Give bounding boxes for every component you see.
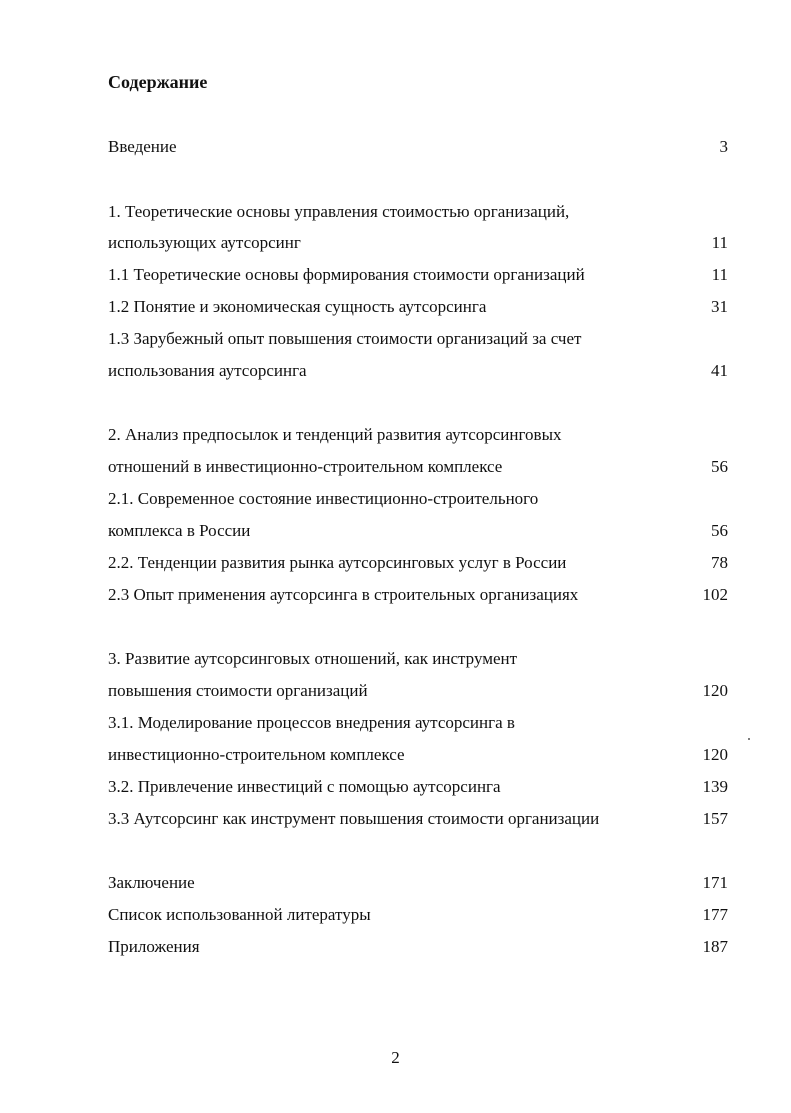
toc-entry-text: 1.1 Теоретические основы формирования стоимости организаций <box>108 265 585 284</box>
toc-entry <box>108 775 728 799</box>
toc-entry-text: комплекса в России <box>108 521 251 540</box>
toc-entry-text: 3. Развитие аутсорсинговых отношений, как инструмент <box>108 649 518 668</box>
scan-speck <box>748 738 750 740</box>
toc-entry <box>108 551 728 575</box>
toc-entry-text: 2.1. Современное состояние инвестиционно-строительного <box>108 489 539 508</box>
toc-entry-text: Введение <box>108 137 177 156</box>
toc-entry <box>108 200 728 224</box>
toc-entry <box>108 135 728 159</box>
toc-entry-text: инвестиционно-строительном комплексе <box>108 745 405 764</box>
toc-entry-text: отношений в инвестиционно-строительном комплексе <box>108 457 503 476</box>
toc-entry-page: 177 <box>702 905 728 924</box>
toc-entry <box>108 679 728 703</box>
toc-entry-page: 139 <box>702 777 728 796</box>
toc-entry <box>108 807 728 831</box>
toc-entry-text: Заключение <box>108 873 195 892</box>
toc-entry-text: Список использованной литературы <box>108 905 371 924</box>
toc-entry-text: 1.2 Понятие и экономическая сущность аутсорсинга <box>108 297 487 316</box>
toc-entry <box>108 295 728 319</box>
toc-entry-text: 2.2. Тенденции развития рынка аутсорсинговых услуг в России <box>108 553 567 572</box>
toc-entry <box>108 935 728 959</box>
toc-entry <box>108 871 728 895</box>
page-number: 2 <box>391 1048 400 1067</box>
toc-entry <box>108 519 728 543</box>
toc-entry <box>108 487 728 511</box>
toc-entry-text: 2.3 Опыт применения аутсорсинга в строительных организациях <box>108 585 579 604</box>
toc-entry-text: 3.1. Моделирование процессов внедрения аутсорсинга в <box>108 713 515 732</box>
toc-entry <box>108 231 728 255</box>
toc-entry <box>108 423 728 447</box>
toc-entry <box>108 327 728 351</box>
toc-entry <box>108 263 728 287</box>
toc-entry-page: 157 <box>702 809 728 828</box>
toc-entry-text: 1. Теоретические основы управления стоимостью организаций, <box>108 202 570 221</box>
toc-entry <box>108 647 728 671</box>
toc-entry-page: 120 <box>702 681 728 700</box>
toc-entry <box>108 455 728 479</box>
toc-entry-text: 1.3 Зарубежный опыт повышения стоимости организаций за счет <box>108 329 582 348</box>
toc-entry-text: повышения стоимости организаций <box>108 681 368 700</box>
toc-entry-text: Приложения <box>108 937 200 956</box>
toc-entry-text: использующих аутсорсинг <box>108 233 301 252</box>
toc-entry-page: 56 <box>711 521 728 540</box>
toc-entry-text: 3.2. Привлечение инвестиций с помощью аутсорсинга <box>108 777 501 796</box>
toc-title: Содержание <box>108 72 208 92</box>
toc-entry-page: 187 <box>702 937 728 956</box>
toc-entry-text: 3.3 Аутсорсинг как инструмент повышения стоимости организации <box>108 809 600 828</box>
toc-entry-page: 78 <box>711 553 728 572</box>
toc-entry-page: 41 <box>711 361 728 380</box>
toc-entry-page: 171 <box>702 873 728 892</box>
toc-entry-page: 11 <box>711 265 728 284</box>
toc-entry-page: 31 <box>711 297 728 316</box>
toc-entry-page: 102 <box>702 585 728 604</box>
toc-entry-page: 56 <box>711 457 728 476</box>
toc-entry-text: 2. Анализ предпосылок и тенденций развития аутсорсинговых <box>108 425 562 444</box>
toc-entry <box>108 743 728 767</box>
toc-entry-page: 120 <box>702 745 728 764</box>
toc-entry-page: 11 <box>711 233 728 252</box>
toc-entry <box>108 903 728 927</box>
toc-entry-text: использования аутсорсинга <box>108 361 307 380</box>
toc-entry <box>108 359 728 383</box>
toc-entry-page: 3 <box>719 137 728 156</box>
toc-entry <box>108 711 728 735</box>
toc-entry <box>108 583 728 607</box>
